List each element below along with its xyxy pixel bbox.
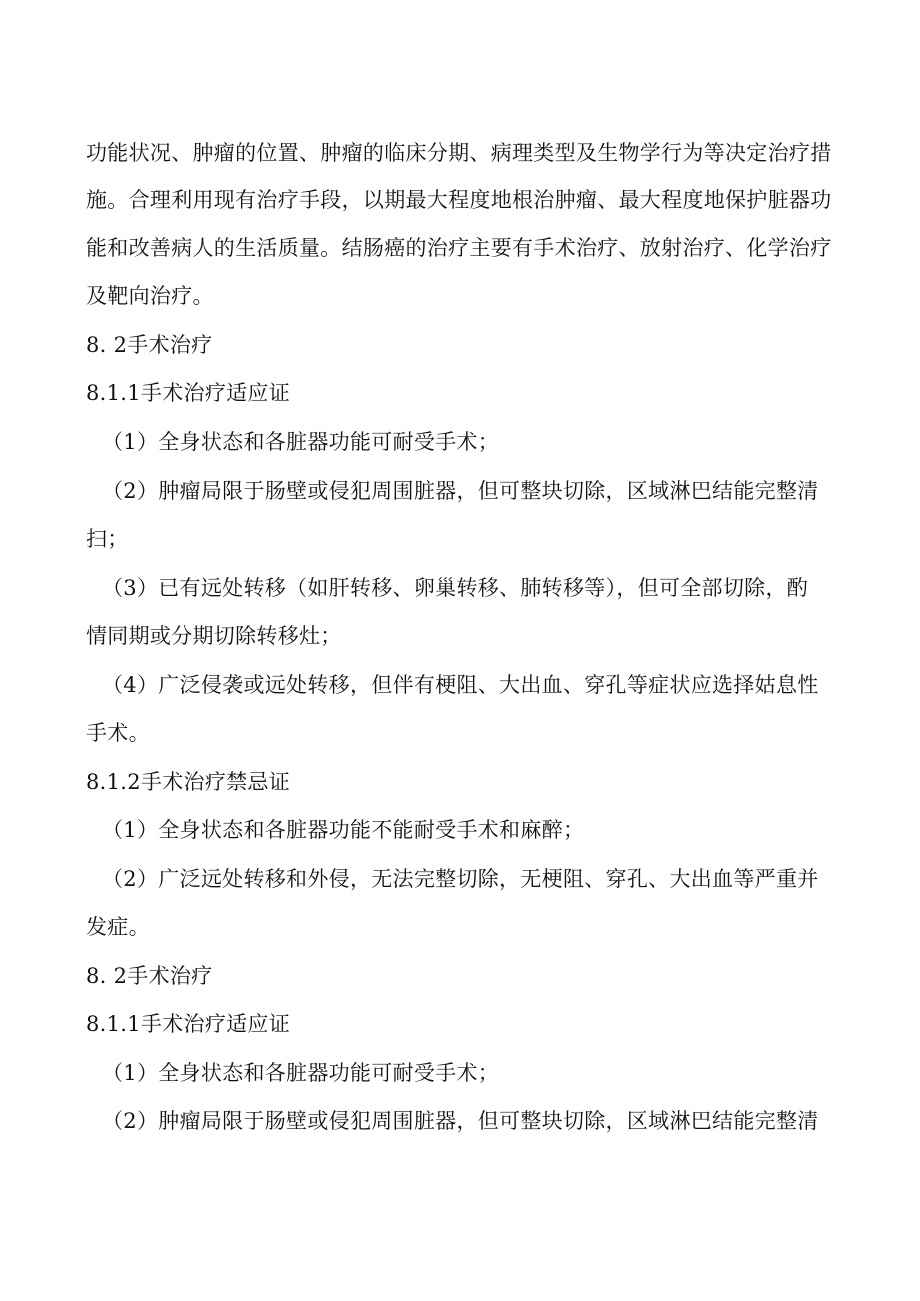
section-heading: 8. 2手术治疗 bbox=[86, 333, 213, 357]
list-item: （3）已有远处转移（如肝转移、卵巢转移、肺转移等），但可全部切除，酌 bbox=[102, 576, 809, 600]
list-item-continuation: 手术。 bbox=[86, 721, 150, 745]
list-item: （1）全身状态和各脏器功能不能耐受手术和麻醉； bbox=[102, 818, 585, 842]
list-item: （1）全身状态和各脏器功能可耐受手术； bbox=[102, 1061, 500, 1085]
list-item: （2）肿瘤局限于肠壁或侵犯周围脏器，但可整块切除，区域淋巴结能完整清 bbox=[102, 479, 819, 503]
list-item-continuation: 扫； bbox=[86, 527, 129, 551]
list-item: （2）广泛远处转移和外侵，无法完整切除，无梗阻、穿孔、大出血等严重并 bbox=[102, 867, 819, 891]
subsection-heading: 8.1.1手术治疗适应证 bbox=[86, 1012, 291, 1036]
paragraph-line: 及靶向治疗。 bbox=[86, 284, 214, 308]
paragraph-line: 能和改善病人的生活质量。结肠癌的治疗主要有手术治疗、放射治疗、化学治疗 bbox=[86, 236, 832, 260]
list-item: （4）广泛侵袭或远处转移，但伴有梗阻、大出血、穿孔等症状应选择姑息性 bbox=[102, 673, 819, 697]
subsection-heading: 8.1.1手术治疗适应证 bbox=[86, 381, 291, 405]
section-heading: 8. 2手术治疗 bbox=[86, 964, 213, 988]
list-item-continuation: 发症。 bbox=[86, 915, 150, 939]
list-item: （2）肿瘤局限于肠壁或侵犯周围脏器，但可整块切除，区域淋巴结能完整清 bbox=[102, 1109, 819, 1133]
list-item: （1）全身状态和各脏器功能可耐受手术； bbox=[102, 430, 500, 454]
paragraph-line: 功能状况、肿瘤的位置、肿瘤的临床分期、病理类型及生物学行为等决定治疗措 bbox=[86, 141, 832, 165]
list-item-continuation: 情同期或分期切除转移灶； bbox=[86, 624, 342, 648]
subsection-heading: 8.1.2手术治疗禁忌证 bbox=[86, 770, 291, 794]
paragraph-line: 施。合理利用现有治疗手段，以期最大程度地根治肿瘤、最大程度地保护脏器功 bbox=[86, 188, 832, 212]
